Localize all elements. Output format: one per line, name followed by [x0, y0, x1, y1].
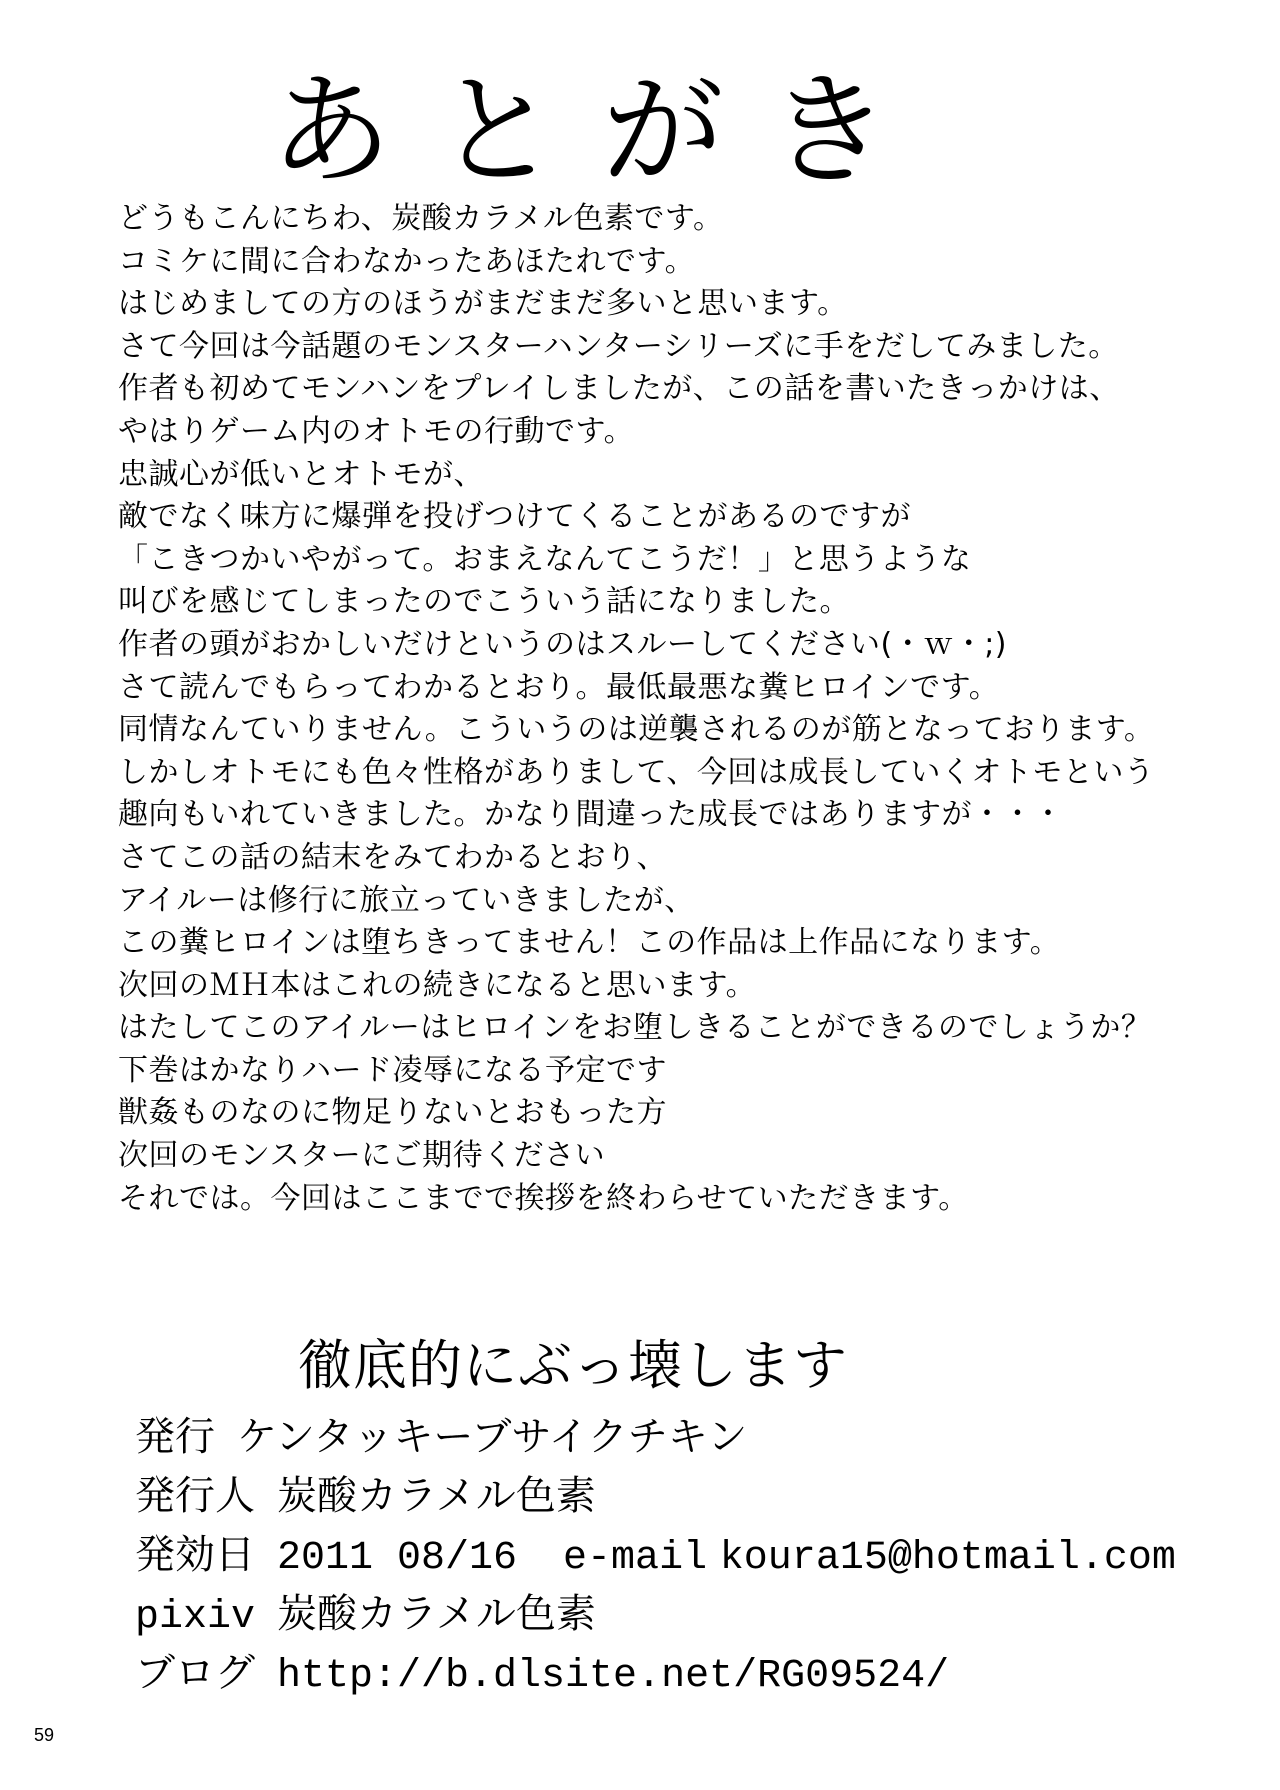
body-line: アイルーは修行に旅立っていきましたが、 — [118, 882, 695, 918]
publisher-name: ケンタッキーブサイクチキン — [237, 1414, 748, 1460]
issue-date: 2011 08/16 — [277, 1536, 518, 1581]
blog-label: ブログ — [135, 1650, 255, 1696]
publisher-label: 発行 — [135, 1414, 215, 1460]
body-line: 趣向もいれていきました。かなり間違った成長ではありますが・・・ — [118, 797, 1064, 833]
body-line: 忠誠心が低いとオトモが、 — [118, 456, 484, 492]
email-address[interactable]: koura15@hotmail.com — [719, 1536, 1176, 1581]
blog-url[interactable]: http://b.dlsite.net/RG09524/ — [277, 1654, 950, 1699]
body-line: どうもこんにちわ、炭酸カラメル色素です。 — [118, 201, 724, 236]
body-line: やはりゲーム内のオトモの行動です。 — [118, 413, 635, 449]
issuer-label: 発行人 — [135, 1473, 255, 1519]
page-number: 59 — [34, 1725, 55, 1745]
body-line: 同情なんていりません。こういうのは逆襲されるのが筋となっております。 — [118, 712, 1155, 748]
pixiv-label: pixiv — [135, 1595, 256, 1640]
book-title: 徹底的にぶっ壊します — [298, 1334, 848, 1397]
title-char: が — [602, 60, 724, 202]
email-label: e-mail — [563, 1536, 708, 1581]
date-email-line — [135, 1526, 1255, 1585]
date-label: 発効日 — [135, 1532, 255, 1578]
title-char: あ — [270, 60, 392, 202]
pixiv-name: 炭酸カラメル色素 — [277, 1591, 596, 1637]
body-line: 作者も初めてモンハンをプレイしましたが、この話を書いたきっかけは、 — [118, 371, 1120, 407]
body-line: 次回のＭＨ本はこれの続きになると思います。 — [118, 967, 757, 1003]
body-line: 「こきつかいやがって。おまえなんてこうだ！」と思うような — [118, 541, 972, 577]
body-line: さて今回は今話題のモンスターハンターシリーズに手をだしてみました。 — [118, 328, 1119, 364]
body-line: この糞ヒロインは堕ちきってません！この作品は上作品になります。 — [118, 925, 1061, 961]
colophon — [135, 1408, 1255, 1703]
title-char: き — [768, 60, 890, 202]
body-line: 作者の頭がおかしいだけというのはスルーしてください(・ｗ・;) — [118, 626, 1008, 662]
afterword-title — [270, 60, 890, 202]
body-line: 獣姦ものなのに物足りないとおもった方 — [118, 1095, 667, 1131]
body-line: それでは。今回はここまでで挨拶を終わらせていただきます。 — [118, 1180, 969, 1216]
body-line: 叫びを感じてしまったのでこういう話になりました。 — [118, 584, 850, 620]
blog-line — [135, 1644, 1255, 1703]
body-line: 下巻はかなりハード凌辱になる予定です — [118, 1052, 667, 1088]
pixiv-line — [135, 1585, 1255, 1644]
body-line: はたしてこのアイルーはヒロインをお堕しきることができるのでしょうか？ — [118, 1010, 1152, 1046]
publisher-line — [135, 1408, 1255, 1467]
body-line: 敵でなく味方に爆弾を投げつけてくることがあるのですが — [118, 499, 911, 535]
body-line: はじめましての方のほうがまだまだ多いと思います。 — [118, 286, 848, 322]
issuer-line — [135, 1467, 1255, 1526]
body-line: 次回のモンスターにご期待ください — [118, 1138, 606, 1174]
body-line: さてこの話の結末をみてわかるとおり、 — [118, 839, 667, 875]
afterword-body — [118, 198, 1268, 1220]
body-line: しかしオトモにも色々性格がありまして、今回は成長していくオトモという — [118, 754, 1155, 790]
body-line: コミケに間に合わなかったあほたれです。 — [118, 243, 696, 279]
issuer-name: 炭酸カラメル色素 — [277, 1473, 596, 1519]
body-line: さて読んでもらってわかるとおり。最低最悪な糞ヒロインです。 — [118, 669, 1000, 705]
title-char: と — [436, 60, 558, 202]
